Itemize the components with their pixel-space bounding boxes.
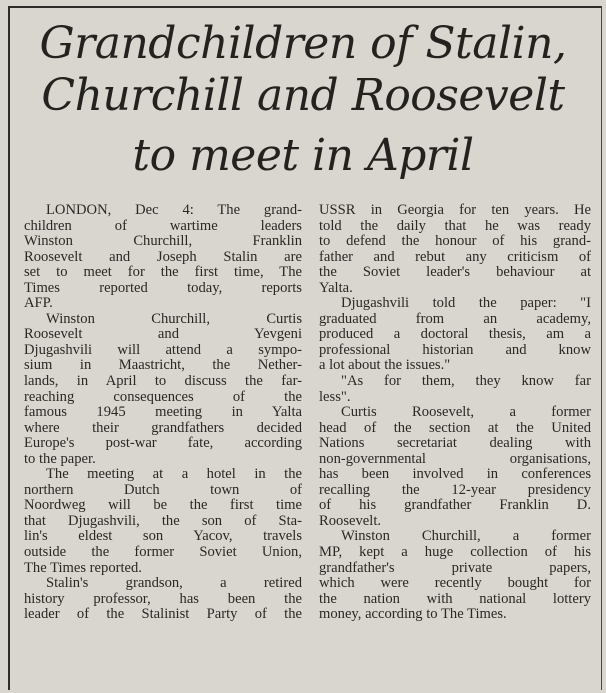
text-line: outside the former Soviet Union, (24, 545, 302, 561)
text-line: that Djugashvili, the son of Sta- (24, 513, 302, 529)
text-line: Djugashvili will attend a sympo- (24, 342, 302, 358)
text-line: AFP. (24, 296, 53, 312)
text-line: a lot about the issues." (319, 358, 451, 374)
text-line: northern Dutch town of (24, 482, 302, 498)
text-line: sium in Maastricht, the Nether- (24, 358, 302, 374)
text-line: to the paper. (24, 451, 96, 467)
text-line: LONDON, Dec 4: The grand- (46, 203, 302, 218)
text-line: MP, kept a huge collection of his (319, 545, 591, 561)
text-line: history professor, has been the (24, 591, 302, 607)
text-line: the Soviet leader's behaviour at (319, 265, 591, 281)
text-line: Europe's post-war fate, according (24, 436, 302, 452)
text-line: Roosevelt and Yevgeni (24, 327, 302, 343)
text-line: Winston Churchill, Franklin (24, 234, 302, 250)
text-line: money, according to The Times. (319, 607, 507, 623)
text-line: to defend the honour of his grand- (319, 234, 591, 250)
text-line: famous 1945 meeting in Yalta (24, 405, 302, 421)
text-line: reaching consequences of the (24, 389, 302, 405)
text-line: Winston Churchill, a former (341, 529, 591, 545)
text-line: children of wartime leaders (24, 218, 302, 234)
text-line: Nations secretariat dealing with (319, 436, 591, 452)
headline-line-3: to meet in April (132, 130, 474, 181)
text-line: Djugashvili told the paper: "I (341, 296, 591, 312)
text-line: The Times reported. (24, 560, 142, 576)
headline-line-1: Grandchildren of Stalin, (39, 18, 567, 69)
text-line: Winston Churchill, Curtis (46, 311, 302, 327)
text-line: Stalin's grandson, a retired (46, 576, 302, 592)
text-line: Roosevelt. (319, 513, 382, 529)
text-line: professional historian and know (319, 342, 591, 358)
text-line: "As for them, they know far (341, 374, 591, 390)
article-column-right (319, 203, 591, 623)
text-line: which were recently bought for (319, 576, 591, 592)
article-column-left (24, 203, 302, 623)
text-line: recalling the 12-year presidency (319, 482, 591, 498)
text-line: the nation with national lottery (319, 591, 591, 607)
text-line: Yalta. (319, 280, 353, 296)
text-line: Roosevelt and Joseph Stalin are (24, 249, 302, 265)
text-line: set to meet for the first time, The (24, 265, 302, 281)
text-line: lin's eldest son Yacov, travels (24, 529, 302, 545)
text-line: produced a doctoral thesis, am a (319, 327, 591, 343)
text-line: where their grandfathers decided (24, 420, 302, 436)
text-line: told the daily that he was ready (319, 218, 591, 234)
text-line: The meeting at a hotel in the (46, 467, 302, 483)
text-line: USSR in Georgia for ten years. He (319, 203, 591, 218)
headline-line-2: Churchill and Roosevelt (41, 70, 565, 121)
text-line: of his grandfather Franklin D. (319, 498, 591, 514)
text-line: Curtis Roosevelt, a former (341, 405, 591, 421)
text-line: has been involved in conferences (319, 467, 591, 483)
text-line: less". (319, 389, 351, 405)
text-line: lands, in April to discuss the far- (24, 374, 302, 390)
text-line: Times reported today, reports (24, 280, 302, 296)
text-line: graduated from an academy, (319, 311, 591, 327)
text-line: head of the section at the United (319, 420, 591, 436)
text-line: leader of the Stalinist Party of the (24, 607, 302, 623)
text-line: grandfather's private papers, (319, 560, 591, 576)
text-line: father and rebut any criticism of (319, 249, 591, 265)
text-line: Noordweg will be the first time (24, 498, 302, 514)
text-line: non-governmental organisations, (319, 451, 591, 467)
